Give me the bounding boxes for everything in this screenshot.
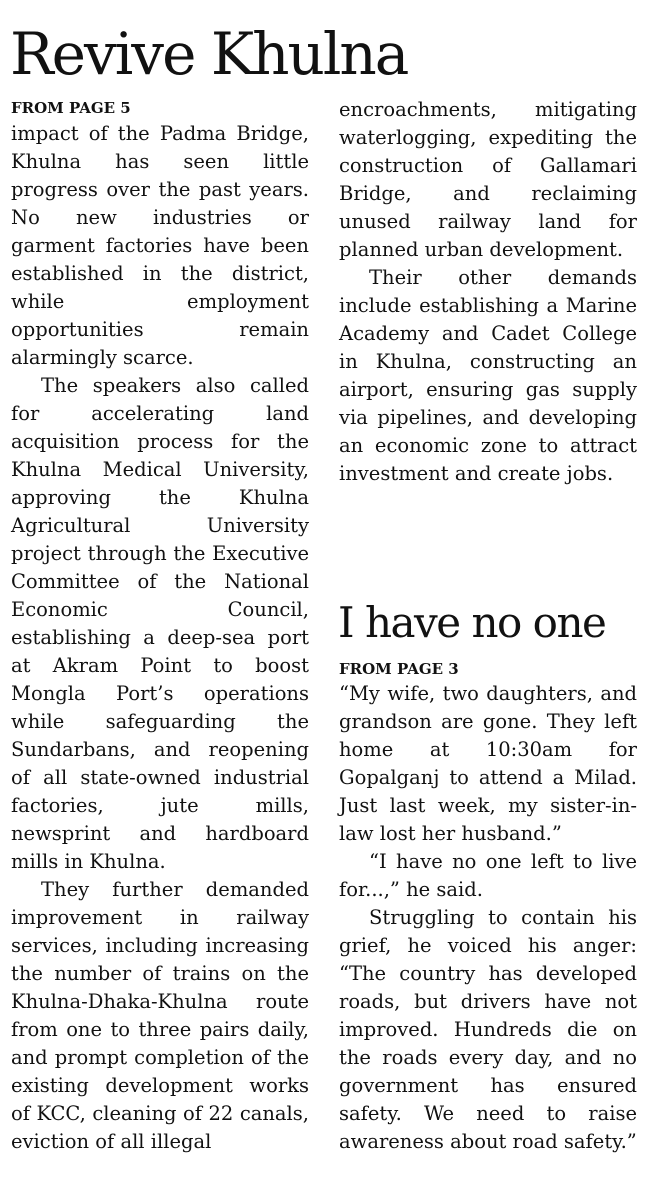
story1-paragraph: encroachments, mitigating waterlogging, expediting the construction of Gallamari Bridge, and reclaiming unused railway land for planned urban development.: [339, 98, 637, 261]
story2-paragraph: “I have no one left to live for...,” he said.: [339, 850, 637, 901]
jump-line-from-page-3: FROM PAGE 3: [339, 660, 459, 678]
story2-paragraph: “My wife, two daughters, and grandson are gone. They left home at 10:30am for Gopalganj to attend a Milad. Just last week, my sister-in-law lost her husband.”: [339, 682, 637, 845]
story1-paragraph: They further demanded improvement in railway services, including increasing the number of trains on the Khulna-Dhaka-Khulna route from one to three pairs daily, and prompt completion of the existing development works of KCC, cleaning of 22 canals, eviction of all illegal: [11, 878, 309, 1153]
jump-line-from-page-5: FROM PAGE 5: [11, 99, 131, 117]
story-headline-i-have-no-one: I have no one: [338, 598, 606, 647]
story1-paragraph: Their other demands include establishing a Marine Academy and Cadet College in Khulna, constructing an airport, ensuring gas supply via pipelines, and developing an economic zone to attract investment and create jobs.: [339, 266, 637, 485]
story2-column: [339, 680, 637, 1156]
story1-column-1: [11, 120, 309, 1156]
story1-column-2: [339, 96, 637, 488]
story2-paragraph: Struggling to contain his grief, he voiced his anger: “The country has developed roads, but drivers have not improved. Hundreds die on the roads every day, and no government has ensured safety. We need to raise awareness about road safety.”: [339, 906, 637, 1153]
story1-paragraph: The speakers also called for accelerating land acquisition process for the Khulna Medical University, approving the Khulna Agricultural University project through the Executive Committee of the National Economic Council, establishing a deep-sea port at Akram Point to boost Mongla Port’s operations while safeguarding the Sundarbans, and reopening of all state-owned industrial factories, jute mills, newsprint and hardboard mills in Khulna.: [11, 374, 309, 873]
story1-paragraph: impact of the Padma Bridge, Khulna has seen little progress over the past years. No new industries or garment factories have been established in the district, while employment opportunities remain alarmingly scarce.: [11, 122, 309, 369]
story-headline-revive-khulna: Revive Khulna: [10, 20, 408, 88]
